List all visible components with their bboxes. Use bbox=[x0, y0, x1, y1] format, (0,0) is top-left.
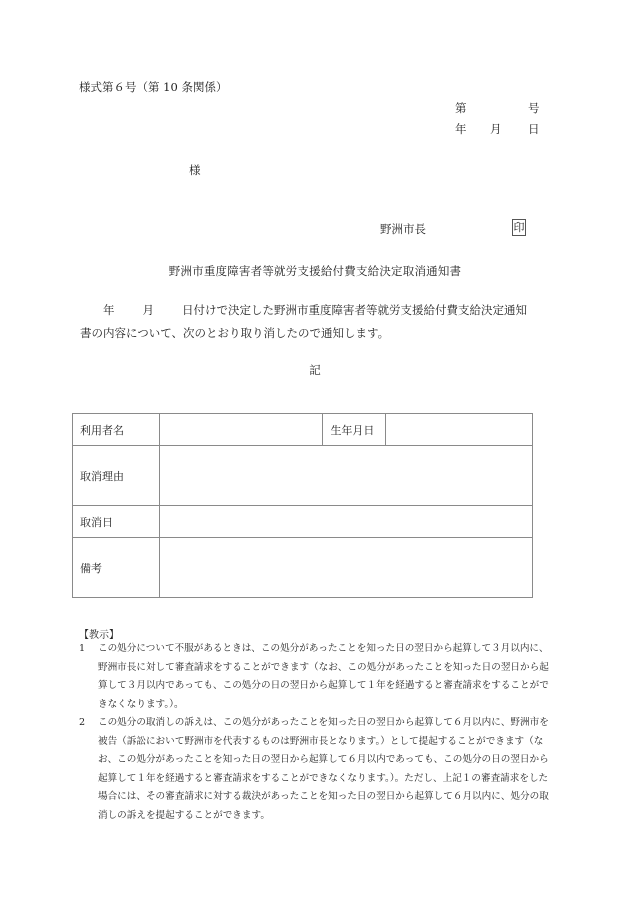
table-row-user bbox=[73, 414, 533, 446]
reason-label: 取消理由 bbox=[73, 446, 160, 506]
body-year: 年 bbox=[103, 303, 115, 317]
user-name-label: 利用者名 bbox=[73, 414, 160, 446]
document-title: 野洲市重度障害者等就労支援給付費支給決定取消通知書 bbox=[168, 264, 462, 278]
detail-table bbox=[72, 413, 533, 598]
doc-number-prefix: 第 bbox=[455, 101, 467, 115]
remarks-field[interactable] bbox=[159, 538, 532, 598]
ki-heading: 記 bbox=[309, 363, 321, 377]
issuer-name: 野洲市長 bbox=[380, 222, 426, 236]
notice-heading: 【教示】 bbox=[79, 630, 119, 641]
cancel-date-field[interactable] bbox=[159, 506, 532, 538]
notice-item-number: 1 bbox=[79, 643, 86, 654]
seal-mark: 印 bbox=[513, 221, 525, 234]
date-year: 年 bbox=[455, 122, 467, 136]
table-row-reason bbox=[73, 446, 533, 506]
doc-number-suffix: 号 bbox=[528, 101, 540, 115]
body-line2: 書の内容について、次のとおり取り消したので通知します。 bbox=[80, 326, 390, 340]
date-day: 日 bbox=[528, 122, 540, 136]
body-paragraph bbox=[80, 299, 550, 345]
date-month: 月 bbox=[490, 122, 502, 136]
birthdate-label: 生年月日 bbox=[323, 414, 386, 446]
birthdate-field[interactable] bbox=[386, 414, 533, 446]
table-row-remarks bbox=[73, 538, 533, 598]
addressee-honorific: 様 bbox=[189, 163, 201, 177]
notice-item-number: 2 bbox=[79, 717, 86, 728]
remarks-label: 備考 bbox=[73, 538, 160, 598]
reason-field[interactable] bbox=[159, 446, 532, 506]
cancel-date-label: 取消日 bbox=[73, 506, 160, 538]
form-number: 様式第６号（第 10 条関係） bbox=[79, 80, 228, 94]
notice-item bbox=[79, 714, 549, 825]
table-row-date bbox=[73, 506, 533, 538]
notice-item-text: この処分の取消しの訴えは、この処分があったことを知った日の翌日から起算して６月以内に、野洲市を被告（訴訟において野洲市を代表するものは野洲市長となります。）として提起することができます（なお、この処分があったことを知った日の翌日から起算して６月以内であっても、この処分の日の翌日から起算して１年を経過すると審査請求をすることができなくなります。）。ただし、上記１の審査請求をした場合には、その審査請求に対する裁決があったことを知った日の翌日から起算して６月以内に、処分の取消しの訴えを提起することができます。 bbox=[98, 717, 549, 821]
body-line1: 日付けで決定した野洲市重度障害者等就労支援給付費支給決定通知 bbox=[182, 303, 527, 317]
notice-item bbox=[79, 640, 549, 714]
body-month: 月 bbox=[142, 303, 154, 317]
notice-item-text: この処分について不服があるときは、この処分があったことを知った日の翌日から起算して３月以内に、野洲市長に対して審査請求をすることができます（なお、この処分があったことを知った日の翌日から起算して３月以内であっても、この処分の日の翌日から起算して１年を経過すると審査請求をすることができなくなります。）。 bbox=[98, 643, 549, 710]
user-name-field[interactable] bbox=[159, 414, 323, 446]
